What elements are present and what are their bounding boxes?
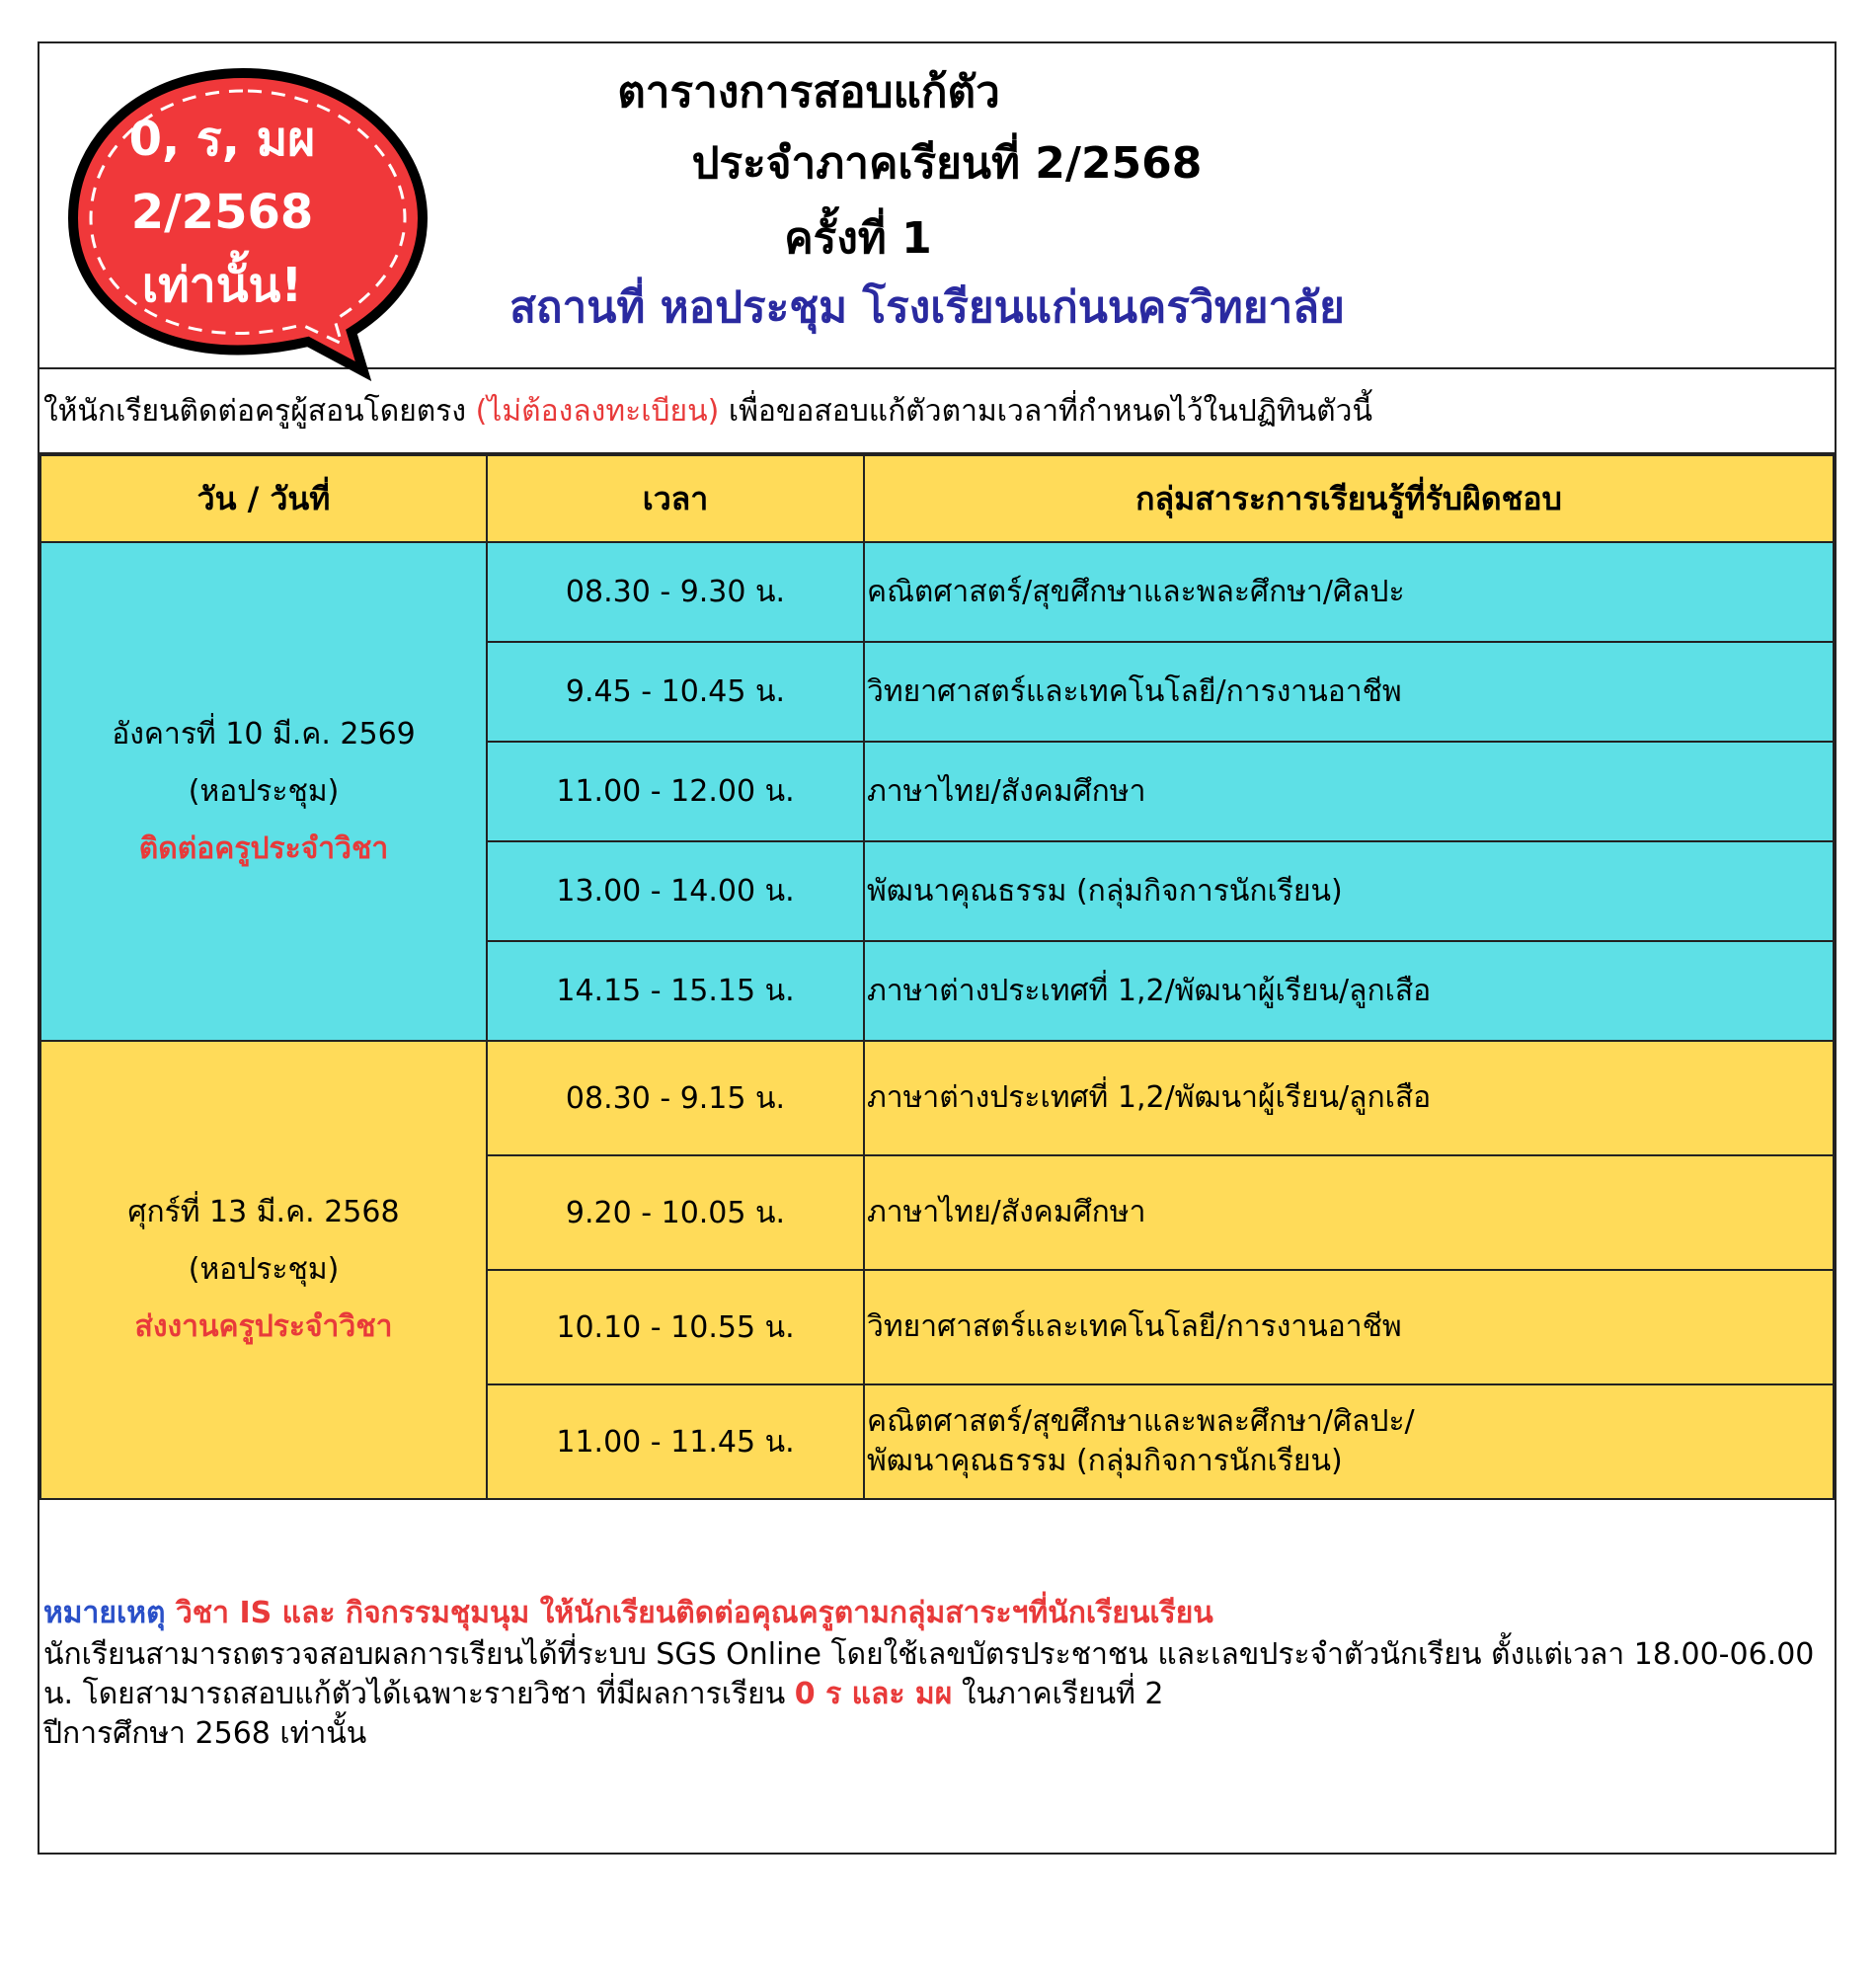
note-label: หมายเหตุ <box>43 1596 166 1630</box>
venue-line: สถานที่ หอประชุม โรงเรียนแก่นนครวิทยาลัย <box>509 282 1345 333</box>
note-grades: 0 ร และ มผ <box>794 1677 953 1711</box>
schedule-table <box>39 454 1835 1500</box>
time-cell: 14.15 - 15.15 น. <box>487 941 864 1041</box>
header-subject: กลุ่มสาระการเรียนรู้ที่รับผิดชอบ <box>864 455 1834 542</box>
bubble-line-1: 0, ร, มผ <box>128 112 316 167</box>
day1-group <box>40 542 1834 1041</box>
day2-place: (หอประชุม) <box>188 1252 340 1287</box>
time-cell: 11.00 - 11.45 น. <box>487 1384 864 1499</box>
bubble-line-3: เท่านั้น! <box>141 258 303 313</box>
header <box>39 43 1835 369</box>
bubble-line-2: 2/2568 <box>130 185 314 240</box>
day2-group <box>40 1041 1834 1499</box>
time-cell: 08.30 - 9.30 น. <box>487 542 864 642</box>
subject-cell <box>864 1384 1834 1499</box>
instruction-row <box>39 369 1835 454</box>
subject-line-1: คณิตศาสตร์/สุขศึกษาและพละศึกษา/ศิลปะ/ <box>867 1404 1415 1439</box>
time-cell: 10.10 - 10.55 น. <box>487 1270 864 1384</box>
time-cell: 9.20 - 10.05 น. <box>487 1155 864 1270</box>
day2-cell <box>40 1041 487 1499</box>
note-highlight: วิชา IS และ กิจกรรมชุมนุม ให้นักเรียนติดต่อคุณครูตามกลุ่มสาระฯที่นักเรียนเรียน <box>165 1596 1213 1630</box>
title-line-1: ตารางการสอบแก้ตัว <box>617 67 1000 118</box>
subject-cell: วิทยาศาสตร์และเทคโนโลยี/การงานอาชีพ <box>864 1270 1834 1384</box>
instruction-text-end: เพื่อขอสอบแก้ตัวตามเวลาที่กำหนดไว้ในปฏิทินตัวนี้ <box>719 394 1372 429</box>
instruction-text: ให้นักเรียนติดต่อครูผู้สอนโดยตรง <box>43 394 476 429</box>
document-frame <box>38 41 1837 1855</box>
header-day: วัน / วันที่ <box>40 455 487 542</box>
subject-cell: พัฒนาคุณธรรม (กลุ่มกิจการนักเรียน) <box>864 841 1834 941</box>
note-body-text: นักเรียนสามารถตรวจสอบผลการเรียนได้ที่ระบบ SGS Online โดยใช้เลขบัตรประชาชน และเลขประจำตัวนักเรียน ตั้งแต่เวลา 18.00-06.00 น. โดยสามารถสอบแก้ตัวได้เฉพาะรายวิชา ที่มีผลการเรียน <box>43 1637 1815 1711</box>
note-body-end: ปีการศึกษา 2568 เท่านั้น <box>43 1716 367 1751</box>
note-heading <box>43 1594 1831 1633</box>
title-line-3: ครั้งที่ 1 <box>784 213 932 264</box>
time-cell: 08.30 - 9.15 น. <box>487 1041 864 1155</box>
notes-section <box>43 1594 1831 1754</box>
header-time: เวลา <box>487 455 864 542</box>
subject-cell: ภาษาไทย/สังคมศึกษา <box>864 742 1834 841</box>
day2-date: ศุกร์ที่ 13 มี.ค. 2568 <box>127 1195 400 1229</box>
note-body-text-2: ในภาคเรียนที่ 2 <box>952 1677 1164 1711</box>
instruction-no-register: (ไม่ต้องลงทะเบียน) <box>475 394 720 429</box>
table-header-row <box>40 455 1834 542</box>
subject-cell: ภาษาไทย/สังคมศึกษา <box>864 1155 1834 1270</box>
time-cell: 11.00 - 12.00 น. <box>487 742 864 841</box>
day1-date: อังคารที่ 10 มี.ค. 2569 <box>112 716 416 751</box>
subject-cell: วิทยาศาสตร์และเทคโนโลยี/การงานอาชีพ <box>864 642 1834 742</box>
table-row <box>40 1041 1834 1155</box>
table-row <box>40 542 1834 642</box>
time-cell: 9.45 - 10.45 น. <box>487 642 864 742</box>
subject-cell: ภาษาต่างประเทศที่ 1,2/พัฒนาผู้เรียน/ลูกเสือ <box>864 1041 1834 1155</box>
subject-line-2: พัฒนาคุณธรรม (กลุ่มกิจการนักเรียน) <box>867 1444 1343 1478</box>
note-body <box>43 1635 1831 1714</box>
title-line-2: ประจำภาคเรียนที่ 2/2568 <box>691 138 1203 189</box>
subject-cell: ภาษาต่างประเทศที่ 1,2/พัฒนาผู้เรียน/ลูกเสือ <box>864 941 1834 1041</box>
day1-note: ติดต่อครูประจำวิชา <box>138 830 389 866</box>
subject-cell: คณิตศาสตร์/สุขศึกษาและพละศึกษา/ศิลปะ <box>864 542 1834 642</box>
day2-note: ส่งงานครูประจำวิชา <box>134 1309 393 1344</box>
day1-cell <box>40 542 487 1041</box>
day1-place: (หอประชุม) <box>188 773 340 809</box>
time-cell: 13.00 - 14.00 น. <box>487 841 864 941</box>
